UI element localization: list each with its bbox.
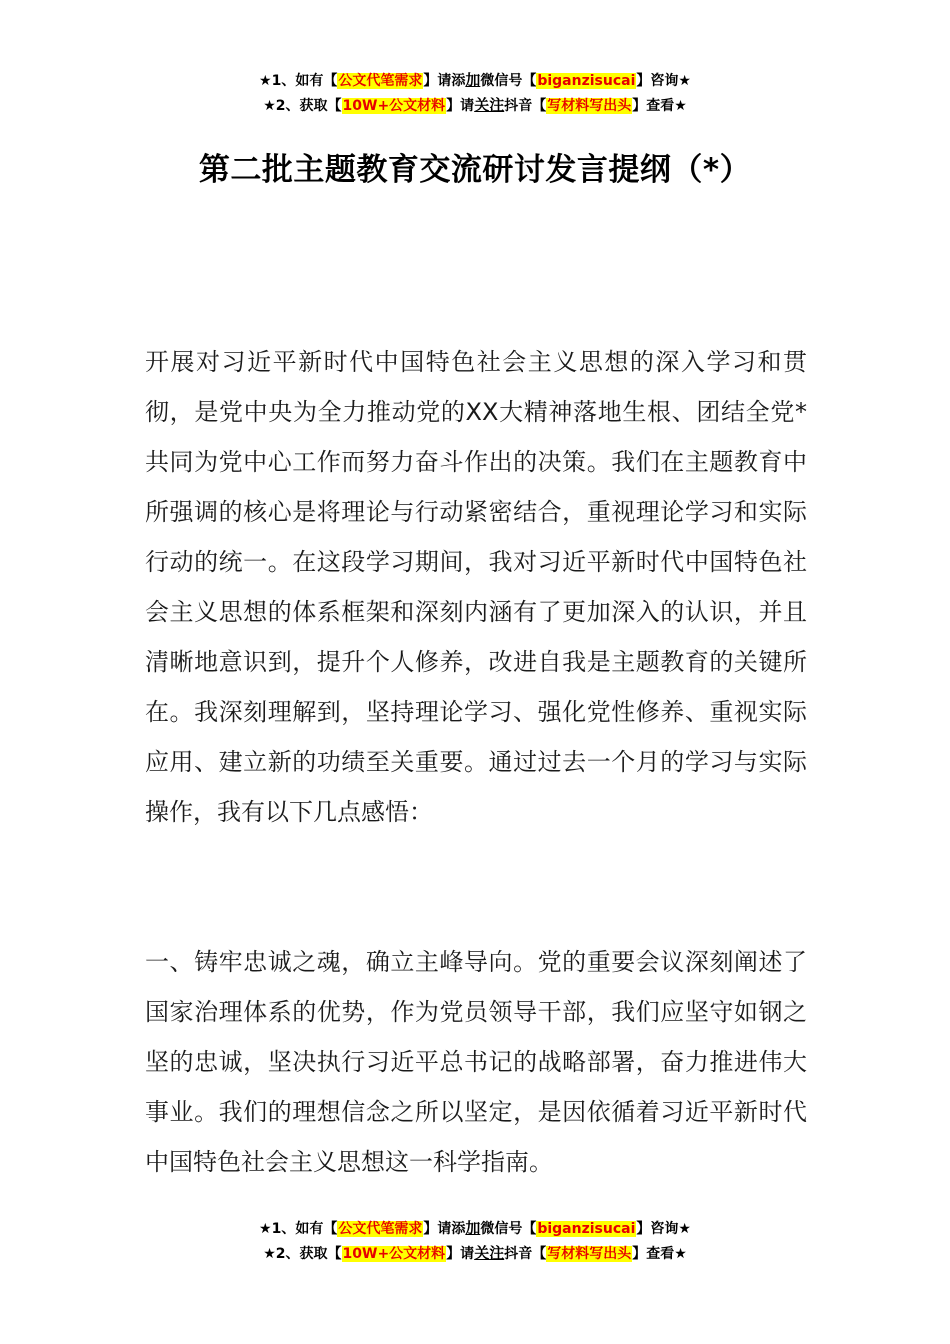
paragraph-point-1: 一、铸牢忠诚之魂，确立主峰导向。党的重要会议深刻阐述了国家治理体系的优势，作为党员领导干部，我们应坚守如钢之坚的忠诚，坚决执行习近平总书记的战略部署，奋力推进伟大事业。我们的理想信念之所以坚定，是因依循着习近平新时代中国特色社会主义思想这一科学指南。: [145, 948, 807, 1176]
banner-wechat-id: biganzisucai: [537, 1221, 636, 1237]
banner-line-1: ★1、如有【公文代笔需求】请添加微信号【biganzisucai】咨询★: [259, 1219, 691, 1237]
document-title: 第二批主题教育交流研讨发言提纲（*）: [198, 152, 752, 188]
banner-douyin-account: 写材料写出头: [547, 1246, 632, 1262]
banner-highlight: 10W+公文材料: [342, 1246, 446, 1262]
banner-wechat-id: biganzisucai: [537, 73, 636, 89]
banner-line-2: ★2、获取【10W+公文材料】请关注抖音【写材料写出头】查看★: [263, 96, 687, 114]
header-banner: [0, 68, 950, 118]
banner-highlight: 公文代笔需求: [338, 73, 423, 89]
footer-banner: [0, 1216, 950, 1266]
banner-highlight: 公文代笔需求: [338, 1221, 423, 1237]
banner-douyin-account: 写材料写出头: [547, 98, 632, 114]
paragraph-intro: 开展对习近平新时代中国特色社会主义思想的深入学习和贯彻，是党中央为全力推动党的XX大精神落地生根、团结全党*共同为党中心工作而努力奋斗作出的决策。我们在主题教育中所强调的核心是将理论与行动紧密结合，重视理论学习和实际行动的统一。在这段学习期间，我对习近平新时代中国特色社会主义思想的体系框架和深刻内涵有了更加深入的认识，并且清晰地意识到，提升个人修养，改进自我是主题教育的关键所在。我深刻理解到，坚持理论学习、强化党性修养、重视实际应用、建立新的功绩至关重要。通过过去一个月的学习与实际操作，我有以下几点感悟：: [145, 348, 807, 826]
banner-highlight: 10W+公文材料: [342, 98, 446, 114]
banner-line-2: ★2、获取【10W+公文材料】请关注抖音【写材料写出头】查看★: [263, 1244, 687, 1262]
banner-line-1: ★1、如有【公文代笔需求】请添加微信号【biganzisucai】咨询★: [259, 71, 691, 89]
